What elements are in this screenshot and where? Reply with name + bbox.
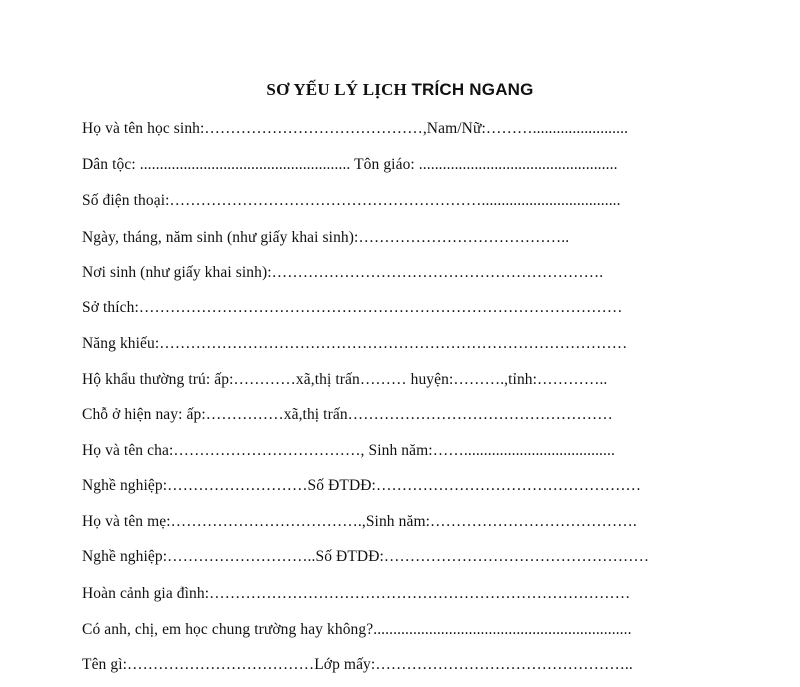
field-mother-occupation: Nghề nghiệp:………………………..Số ĐTDĐ:…………………………………………… (82, 548, 650, 565)
field-father-name: Họ và tên cha:………………………………, Sinh năm:……...................................... (82, 442, 615, 459)
field-student-name: Họ và tên học sinh:……………………………………,Nam/Nữ:………........................ (82, 120, 629, 137)
field-family-situation: Hoàn cảnh gia đình:……………………………………………………………………… (82, 585, 631, 602)
field-ethnicity-religion: Dân tộc: ..................................................... Tôn giáo: .................................................. (82, 156, 618, 173)
form-title (0, 80, 800, 100)
field-birth-date: Ngày, tháng, năm sinh (như giấy khai sinh):………………………………….. (82, 229, 570, 246)
form-title-part2: TRÍCH NGANG (411, 80, 534, 99)
field-birth-place: Nơi sinh (như giấy khai sinh):………………………………………………………. (82, 264, 604, 281)
field-current-address: Chỗ ở hiện nay: ấp:……………xã,thị trấn…………………………………………… (82, 406, 613, 423)
field-phone: Số điện thoại:……………………………………………………................................... (82, 192, 621, 209)
field-mother-name: Họ và tên mẹ:……………………………….,Sinh năm:…………………………………. (82, 513, 637, 530)
field-father-occupation: Nghề nghiệp:………………………Số ĐTDĐ:…………………………………………… (82, 477, 642, 494)
field-sibling-name-class: Tên gì:………………………………Lớp mấy:………………………………………….. (82, 656, 633, 673)
form-title-part1: SƠ YẾU LÝ LỊCH (266, 80, 412, 99)
field-hobbies: Sở thích:………………………………………………………………………………… (82, 299, 623, 316)
field-talents: Năng khiếu:……………………………………………………………………………… (82, 335, 628, 352)
field-permanent-address: Hộ khẩu thường trú: ấp:…………xã,thị trấn……… huyện:……….,tỉnh:………….. (82, 371, 608, 388)
field-siblings-same-school: Có anh, chị, em học chung trường hay không?................................................................. (82, 621, 632, 638)
